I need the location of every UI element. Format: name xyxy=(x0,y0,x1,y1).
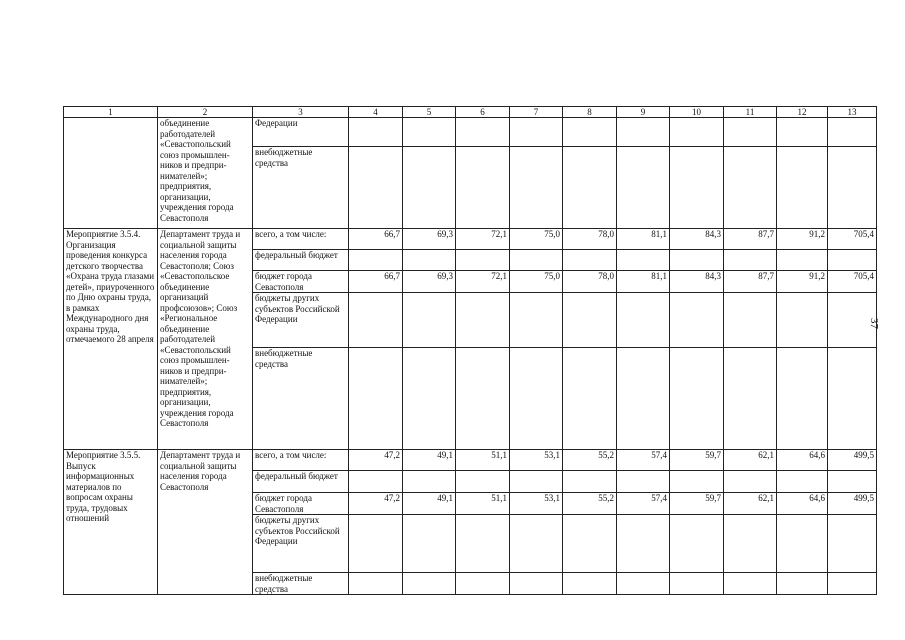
header-row xyxy=(64,107,877,118)
value-cell: 51,1 xyxy=(456,493,510,515)
value-cell: 91,2 xyxy=(777,271,828,293)
value-cell: 47,2 xyxy=(349,450,403,471)
header-cell: 6 xyxy=(456,107,510,118)
value-cell: 87,7 xyxy=(724,229,777,250)
value-cell: 53,1 xyxy=(510,450,563,471)
value-cell: 51,1 xyxy=(456,450,510,471)
value-cell: 81,1 xyxy=(617,229,670,250)
program-table xyxy=(63,106,877,595)
source-label: внебюджетные средства xyxy=(253,348,349,450)
value-cell: 69,3 xyxy=(403,271,456,293)
value-cell: 59,7 xyxy=(670,450,724,471)
table-row xyxy=(64,450,877,471)
value-cell: 69,3 xyxy=(403,229,456,250)
value-cell: 53,1 xyxy=(510,493,563,515)
source-label: федеральный бюджет xyxy=(253,471,349,493)
header-cell: 4 xyxy=(349,107,403,118)
value-cell: 72,1 xyxy=(456,271,510,293)
source-label: бюджет города Севастополя xyxy=(253,271,349,293)
value-cell: 57,4 xyxy=(617,493,670,515)
header-cell: 9 xyxy=(617,107,670,118)
source-label: федеральный бюджет xyxy=(253,250,349,271)
header-cell: 11 xyxy=(724,107,777,118)
value-cell: 57,4 xyxy=(617,450,670,471)
header-cell: 1 xyxy=(64,107,158,118)
value-cell: 78,0 xyxy=(563,271,617,293)
value-cell: 47,2 xyxy=(349,493,403,515)
value-cell: 66,7 xyxy=(349,229,403,250)
value-cell: 62,1 xyxy=(724,450,777,471)
source-label: всего, а том числе: xyxy=(253,450,349,471)
value-cell: 91,2 xyxy=(777,229,828,250)
page-number: 37 xyxy=(868,318,880,329)
source-label: внебюджетные средства xyxy=(253,573,349,595)
value-cell: 64,6 xyxy=(777,493,828,515)
value-cell: 49,1 xyxy=(403,493,456,515)
cell-empty xyxy=(64,118,158,229)
table-row xyxy=(64,229,877,250)
source-label: бюджет города Севастополя xyxy=(253,493,349,515)
value-cell: 75,0 xyxy=(510,271,563,293)
value-cell: 66,7 xyxy=(349,271,403,293)
source-label: бюджеты других субъектов Российской Федерации xyxy=(253,515,349,573)
source-label: Федерации xyxy=(253,118,349,147)
value-cell: 55,2 xyxy=(563,450,617,471)
value-cell: 49,1 xyxy=(403,450,456,471)
source-label: внебюджетные средства xyxy=(253,147,349,229)
header-cell: 7 xyxy=(510,107,563,118)
header-cell: 12 xyxy=(777,107,828,118)
value-cell: 78,0 xyxy=(563,229,617,250)
measure-title: Мероприятие 3.5.5. Выпуск информационных материалов по вопросам охраны труда, трудовых отношений xyxy=(64,450,158,595)
value-cell: 75,0 xyxy=(510,229,563,250)
value-cell: 705,4 xyxy=(828,271,877,293)
value-cell: 81,1 xyxy=(617,271,670,293)
value-cell: 59,7 xyxy=(670,493,724,515)
value-cell: 84,3 xyxy=(670,271,724,293)
value-cell: 87,7 xyxy=(724,271,777,293)
value-cell: 705,4 xyxy=(828,229,877,250)
executor-cell: Департамент труда и социальной защиты населения города Севастополя xyxy=(158,450,253,595)
value-cell: 72,1 xyxy=(456,229,510,250)
executor-cell: объединение работодателей «Севастопольский союз промышлен-ников и предпри-нимателей»; предприятия, организации, учреждения города Севастополя xyxy=(158,118,253,229)
value-cell: 84,3 xyxy=(670,229,724,250)
source-label: бюджеты других субъектов Российской Федерации xyxy=(253,293,349,348)
header-cell: 3 xyxy=(253,107,349,118)
value-cell: 499,5 xyxy=(828,493,877,515)
header-cell: 13 xyxy=(828,107,877,118)
header-cell: 8 xyxy=(563,107,617,118)
value-cell: 64,6 xyxy=(777,450,828,471)
header-cell: 10 xyxy=(670,107,724,118)
value-cell: 499,5 xyxy=(828,450,877,471)
header-cell: 2 xyxy=(158,107,253,118)
executor-cell: Департамент труда и социальной защиты населения города Севастополя; Союз «Севастопольское объединение организаций профсоюзов»; Союз «Региональное объединение работодателей «Севастопольский союз промышлен-ников и предпри-нимателей»; предприятия, организации, учреждения города Севастополя xyxy=(158,229,253,450)
source-label: всего, а том числе: xyxy=(253,229,349,250)
table-row xyxy=(64,118,877,147)
measure-title: Мероприятие 3.5.4. Организация проведения конкурса детского творчества «Охрана труда глазами детей», приуроченного по Дню охраны труда, в рамках Международного дня охраны труда, отмечаемого 28 апреля xyxy=(64,229,158,450)
value-cell: 55,2 xyxy=(563,493,617,515)
header-cell: 5 xyxy=(403,107,456,118)
value-cell: 62,1 xyxy=(724,493,777,515)
